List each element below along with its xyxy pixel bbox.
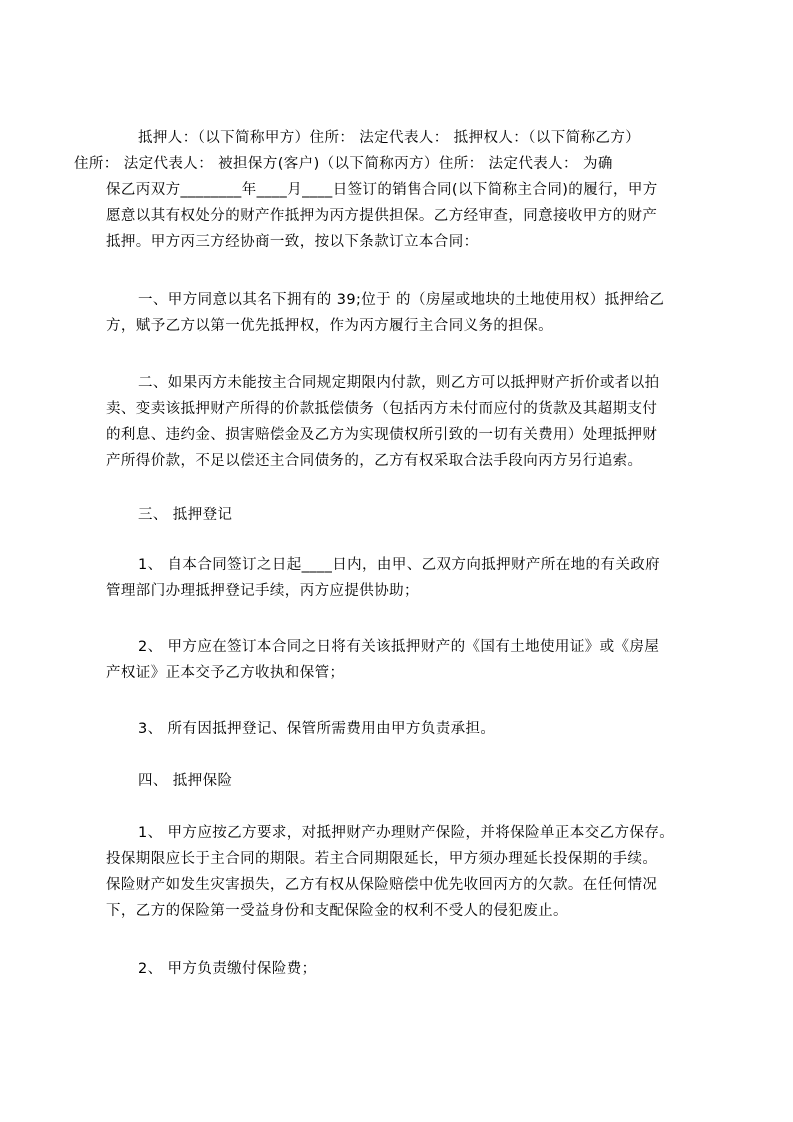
text-line: 的利息、违约金、损害赔偿金及乙方为实现债权所引致的一切有关费用）处理抵押财 <box>106 427 658 443</box>
text-line: 一、甲方同意以其名下拥有的 39;位于 的（房屋或地块的土地使用权）抵押给乙 <box>138 292 665 308</box>
section-3-item-1 <box>106 552 718 604</box>
section-4-item-1 <box>106 820 718 924</box>
text-line: 抵押。甲方丙三方经协商一致，按以下条款订立本合同： <box>106 234 479 250</box>
text-line: 抵押人：（以下简称甲方）住所： 法定代表人： 抵押权人：（以下简称乙方） <box>138 130 641 146</box>
section-4-heading <box>106 768 718 794</box>
text-line: 投保期限应长于主合同的期限。若主合同期限延长，甲方须办理延长投保期的手续。 <box>106 851 658 867</box>
text-line: 保乙丙双方________年____月____日签订的销售合同(以下简称主合同)的履行，甲方 <box>106 182 658 198</box>
text-line: 二、如果丙方未能按主合同规定期限内付款，则乙方可以抵押财产折价或者以拍 <box>138 375 660 391</box>
section-3-item-3 <box>106 716 718 742</box>
text-line: 产权证》正本交予乙方收执和保管； <box>106 665 345 681</box>
section-3-item-2 <box>106 634 718 686</box>
text-line: 产所得价款，不足以偿还主合同债务的，乙方有权采取合法手段向丙方另行追索。 <box>106 453 643 469</box>
text-line: 方，赋予乙方以第一优先抵押权，作为丙方履行主合同义务的担保。 <box>106 318 553 334</box>
clause-1-paragraph <box>106 287 718 339</box>
section-3-heading <box>106 502 718 528</box>
text-line: 下，乙方的保险第一受益身份和支配保险金的权利不受人的侵犯废止。 <box>106 903 568 919</box>
text-line: 1、 自本合同签订之日起____日内，由甲、乙双方向抵押财产所在地的有关政府 <box>138 557 661 573</box>
text-line: 保险财产如发生灾害损失，乙方有权从保险赔偿中优先收回丙方的欠款。在任何情况 <box>106 877 658 893</box>
text-line: 3、 所有因抵押登记、保管所需费用由甲方负责承担。 <box>138 721 496 737</box>
section-4-item-2 <box>106 956 718 982</box>
intro-paragraph <box>74 125 718 255</box>
text-line: 2、 甲方应在签订本合同之日将有关该抵押财产的《国有土地使用证》或《房屋 <box>138 639 660 655</box>
text-line: 愿意以其有权处分的财产作抵押为丙方提供担保。乙方经审查，同意接收甲方的财产 <box>106 208 658 224</box>
section-title: 三、 抵押登记 <box>138 507 233 523</box>
text-line: 管理部门办理抵押登记手续，丙方应提供协助； <box>106 583 419 599</box>
text-line: 卖、变卖该抵押财产所得的价款抵偿债务（包括丙方未付而应付的货款及其超期支付 <box>106 401 658 417</box>
text-line: 1、 甲方应按乙方要求，对抵押财产办理财产保险，并将保险单正本交乙方保存。 <box>138 825 675 841</box>
clause-2-paragraph <box>106 370 718 474</box>
text-line: 住所： 法定代表人： 被担保方(客户)（以下简称丙方）住所： 法定代表人： 为确 <box>74 156 613 172</box>
section-title: 四、 抵押保险 <box>138 773 233 789</box>
text-line: 2、 甲方负责缴付保险费； <box>138 961 317 977</box>
